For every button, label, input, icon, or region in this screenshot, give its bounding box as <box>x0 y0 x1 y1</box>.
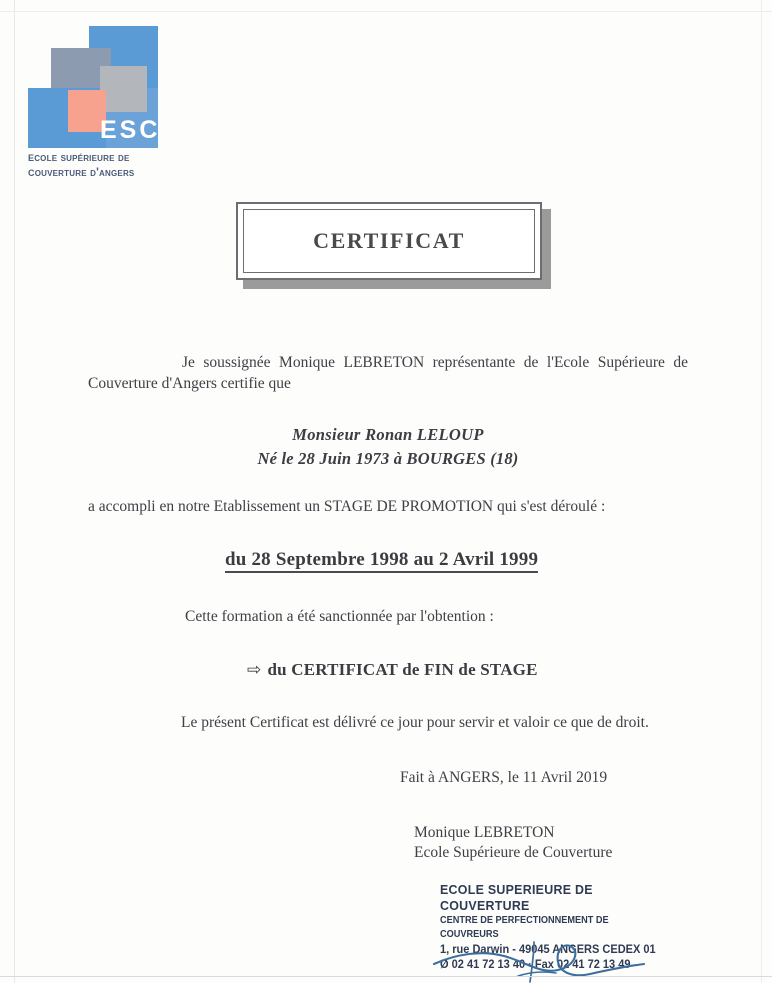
page-bottom-rule <box>0 976 772 977</box>
arrow-right-icon: ⇨ <box>247 660 262 679</box>
certificate-title-box <box>236 202 544 282</box>
logo-name-line-1: ecole supérieure de <box>28 149 130 164</box>
intro-paragraph: Je soussignée Monique LEBRETON représentante de l'Ecole Supérieure de Couverture d'Angers certifie que <box>88 354 688 392</box>
title-box-outer-border <box>236 202 542 280</box>
logo-acronym: ESC <box>100 116 161 144</box>
sanction-statement: Cette formation a été sanctionnée par l'obtention : <box>185 608 494 625</box>
logo-name-line-2: couverture d'angers <box>28 164 135 179</box>
signatory-block <box>414 823 612 863</box>
stamp-line-name: ECOLE SUPERIEURE DE COUVERTURE <box>440 882 593 913</box>
scan-edge-left <box>14 0 15 983</box>
training-period-line <box>88 549 708 571</box>
stamp-line-subtitle: CENTRE DE PERFECTIONNEMENT DE COUVREURS <box>440 915 609 940</box>
logo-squares-icon <box>28 26 178 148</box>
training-period: du 28 Septembre 1998 au 2 Avril 1999 <box>225 549 538 573</box>
scan-edge-top <box>0 11 772 12</box>
logo-organization-name <box>28 150 178 180</box>
signatory-name: Monique LEBRETON <box>414 824 555 841</box>
recipient-birth-details: Né le 28 Juin 1973 à BOURGES (18) <box>257 449 519 468</box>
scan-edge-right <box>761 0 762 983</box>
place-and-date: Fait à ANGERS, le 11 Avril 2019 <box>400 769 608 786</box>
recipient-block <box>88 423 688 471</box>
stamp-line-address: 1, rue Darwin - 49045 ANGERS CEDEX 01 <box>440 943 656 956</box>
closing-statement: Le présent Certificat est délivré ce jour pour servir et valoir ce que de droit. <box>181 714 649 731</box>
award-line <box>88 660 708 680</box>
organization-logo <box>28 26 178 186</box>
title-box-inner-border <box>243 209 535 273</box>
logo-square-gray <box>100 66 147 112</box>
recipient-name: Monsieur Ronan LELOUP <box>292 425 484 444</box>
page-title: CERTIFICAT <box>313 228 465 253</box>
stamp-line-phone: Ø 02 41 72 13 40 · Fax 02 41 72 13 49 <box>440 958 631 971</box>
stage-statement: a accompli en notre Etablissement un STAGE DE PROMOTION qui s'est déroulé : <box>88 498 606 515</box>
award-title: du CERTIFICAT de FIN de STAGE <box>267 660 538 679</box>
signatory-role: Ecole Supérieure de Couverture <box>414 844 613 861</box>
